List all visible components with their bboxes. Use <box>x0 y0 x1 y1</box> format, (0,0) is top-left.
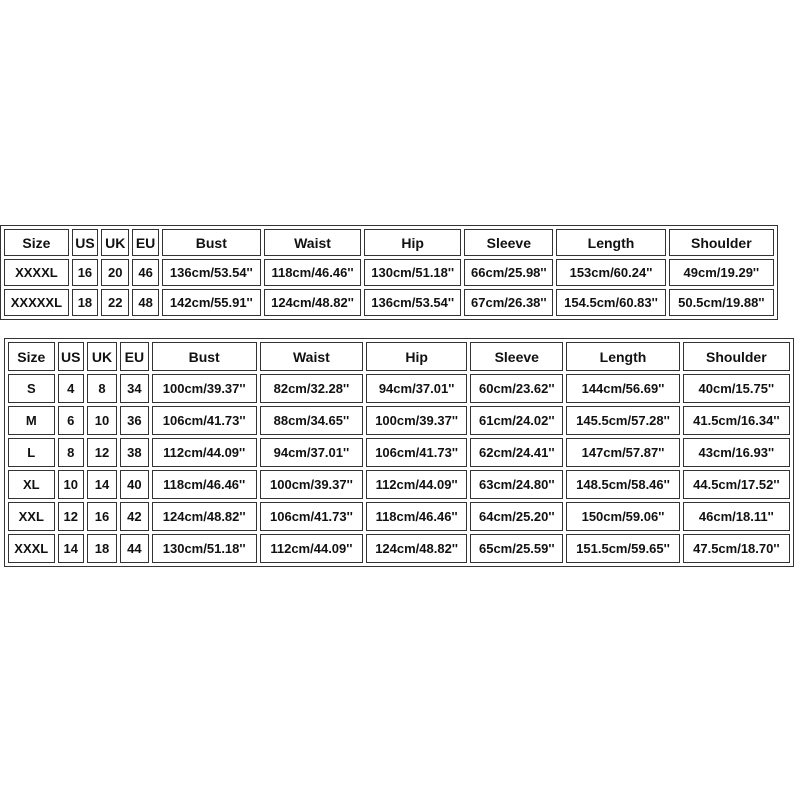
cell-bust: 118cm/46.46'' <box>152 470 257 499</box>
header-bust: Bust <box>162 229 261 256</box>
table-header-row <box>4 229 774 256</box>
cell-hip: 100cm/39.37'' <box>366 406 467 435</box>
cell-shoulder: 40cm/15.75'' <box>683 374 790 403</box>
cell-bust: 112cm/44.09'' <box>152 438 257 467</box>
cell-uk: 22 <box>101 289 129 316</box>
table-row <box>8 470 790 499</box>
header-shoulder: Shoulder <box>669 229 774 256</box>
cell-sleeve: 66cm/25.98'' <box>464 259 553 286</box>
cell-eu: 42 <box>120 502 148 531</box>
cell-hip: 130cm/51.18'' <box>364 259 461 286</box>
cell-us: 6 <box>58 406 84 435</box>
cell-waist: 100cm/39.37'' <box>260 470 363 499</box>
size-table-large <box>0 225 778 320</box>
cell-sleeve: 67cm/26.38'' <box>464 289 553 316</box>
header-length: Length <box>556 229 665 256</box>
cell-uk: 20 <box>101 259 129 286</box>
cell-shoulder: 47.5cm/18.70'' <box>683 534 790 563</box>
cell-waist: 106cm/41.73'' <box>260 502 363 531</box>
cell-shoulder: 41.5cm/16.34'' <box>683 406 790 435</box>
cell-waist: 112cm/44.09'' <box>260 534 363 563</box>
cell-sleeve: 63cm/24.80'' <box>470 470 563 499</box>
table-row <box>8 534 790 563</box>
cell-length: 144cm/56.69'' <box>566 374 679 403</box>
header-waist: Waist <box>264 229 361 256</box>
cell-sleeve: 64cm/25.20'' <box>470 502 563 531</box>
cell-sleeve: 60cm/23.62'' <box>470 374 563 403</box>
cell-waist: 94cm/37.01'' <box>260 438 363 467</box>
cell-size: XXXXL <box>4 259 69 286</box>
cell-hip: 136cm/53.54'' <box>364 289 461 316</box>
header-us: US <box>58 342 84 371</box>
cell-hip: 118cm/46.46'' <box>366 502 467 531</box>
cell-size: XL <box>8 470 55 499</box>
cell-shoulder: 50.5cm/19.88'' <box>669 289 774 316</box>
cell-waist: 124cm/48.82'' <box>264 289 361 316</box>
header-hip: Hip <box>366 342 467 371</box>
cell-length: 154.5cm/60.83'' <box>556 289 665 316</box>
cell-length: 151.5cm/59.65'' <box>566 534 679 563</box>
cell-size: S <box>8 374 55 403</box>
cell-hip: 94cm/37.01'' <box>366 374 467 403</box>
cell-eu: 38 <box>120 438 148 467</box>
table-row <box>4 259 774 286</box>
cell-bust: 100cm/39.37'' <box>152 374 257 403</box>
cell-us: 18 <box>72 289 98 316</box>
table-header-row <box>8 342 790 371</box>
cell-uk: 10 <box>87 406 117 435</box>
cell-us: 14 <box>58 534 84 563</box>
table-row <box>8 406 790 435</box>
cell-sleeve: 61cm/24.02'' <box>470 406 563 435</box>
cell-bust: 136cm/53.54'' <box>162 259 261 286</box>
header-us: US <box>72 229 98 256</box>
cell-bust: 130cm/51.18'' <box>152 534 257 563</box>
table-row <box>8 438 790 467</box>
table-row <box>8 374 790 403</box>
cell-size: L <box>8 438 55 467</box>
cell-shoulder: 46cm/18.11'' <box>683 502 790 531</box>
cell-us: 12 <box>58 502 84 531</box>
cell-uk: 14 <box>87 470 117 499</box>
cell-size: XXXL <box>8 534 55 563</box>
cell-uk: 12 <box>87 438 117 467</box>
cell-uk: 8 <box>87 374 117 403</box>
cell-shoulder: 43cm/16.93'' <box>683 438 790 467</box>
size-table-standard <box>4 338 794 567</box>
cell-eu: 34 <box>120 374 148 403</box>
cell-eu: 46 <box>132 259 158 286</box>
cell-size: XXXXXL <box>4 289 69 316</box>
cell-waist: 118cm/46.46'' <box>264 259 361 286</box>
cell-length: 148.5cm/58.46'' <box>566 470 679 499</box>
cell-us: 16 <box>72 259 98 286</box>
cell-length: 153cm/60.24'' <box>556 259 665 286</box>
header-bust: Bust <box>152 342 257 371</box>
cell-hip: 112cm/44.09'' <box>366 470 467 499</box>
header-shoulder: Shoulder <box>683 342 790 371</box>
cell-hip: 106cm/41.73'' <box>366 438 467 467</box>
cell-waist: 88cm/34.65'' <box>260 406 363 435</box>
header-size: Size <box>4 229 69 256</box>
cell-eu: 44 <box>120 534 148 563</box>
cell-size: XXL <box>8 502 55 531</box>
cell-uk: 18 <box>87 534 117 563</box>
cell-bust: 106cm/41.73'' <box>152 406 257 435</box>
header-eu: EU <box>132 229 158 256</box>
cell-us: 8 <box>58 438 84 467</box>
header-sleeve: Sleeve <box>464 229 553 256</box>
cell-eu: 36 <box>120 406 148 435</box>
table-row <box>8 502 790 531</box>
cell-bust: 124cm/48.82'' <box>152 502 257 531</box>
cell-shoulder: 44.5cm/17.52'' <box>683 470 790 499</box>
table-row <box>4 289 774 316</box>
cell-sleeve: 65cm/25.59'' <box>470 534 563 563</box>
cell-sleeve: 62cm/24.41'' <box>470 438 563 467</box>
header-length: Length <box>566 342 679 371</box>
cell-us: 4 <box>58 374 84 403</box>
cell-length: 150cm/59.06'' <box>566 502 679 531</box>
header-eu: EU <box>120 342 148 371</box>
cell-bust: 142cm/55.91'' <box>162 289 261 316</box>
cell-length: 145.5cm/57.28'' <box>566 406 679 435</box>
cell-waist: 82cm/32.28'' <box>260 374 363 403</box>
header-size: Size <box>8 342 55 371</box>
header-uk: UK <box>87 342 117 371</box>
cell-hip: 124cm/48.82'' <box>366 534 467 563</box>
cell-shoulder: 49cm/19.29'' <box>669 259 774 286</box>
cell-uk: 16 <box>87 502 117 531</box>
cell-us: 10 <box>58 470 84 499</box>
cell-eu: 40 <box>120 470 148 499</box>
header-hip: Hip <box>364 229 461 256</box>
cell-length: 147cm/57.87'' <box>566 438 679 467</box>
cell-size: M <box>8 406 55 435</box>
header-uk: UK <box>101 229 129 256</box>
header-sleeve: Sleeve <box>470 342 563 371</box>
cell-eu: 48 <box>132 289 158 316</box>
header-waist: Waist <box>260 342 363 371</box>
